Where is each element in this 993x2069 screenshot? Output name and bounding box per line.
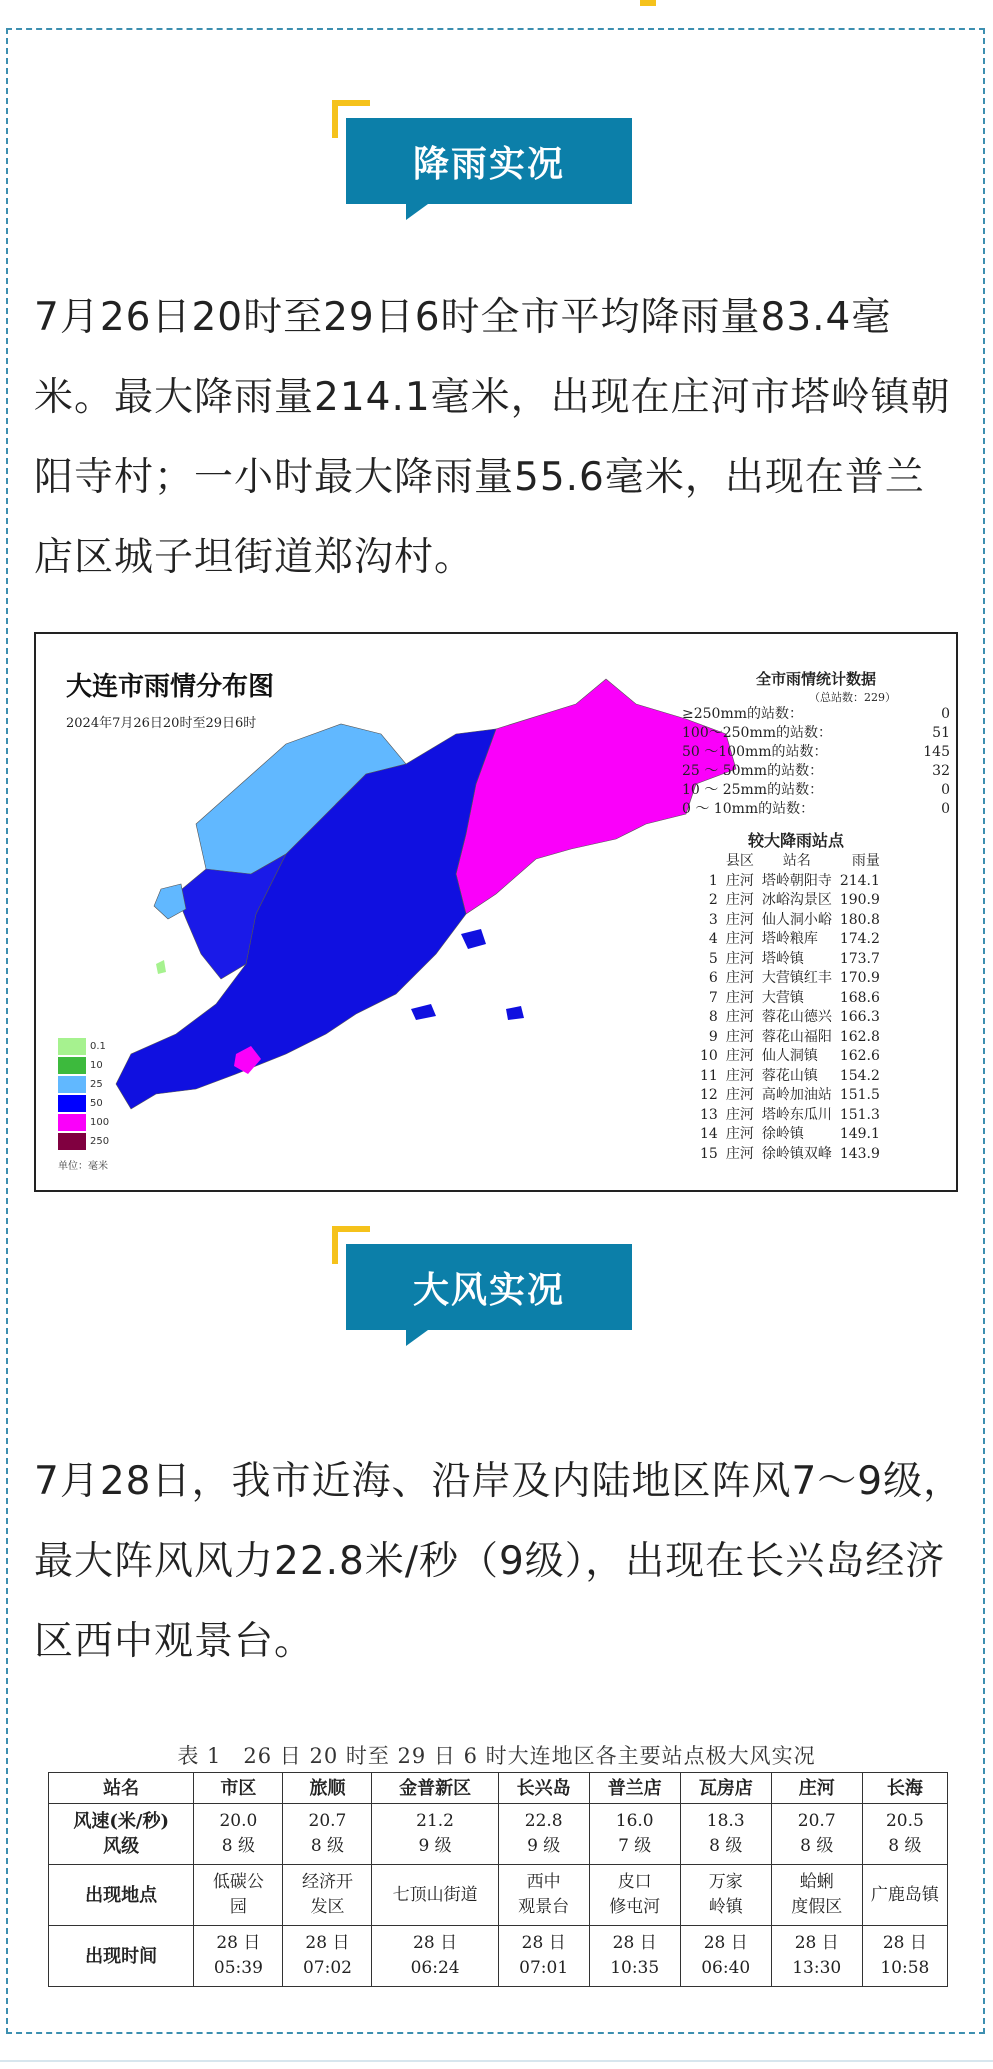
map-island bbox=[506, 1006, 524, 1020]
station-row bbox=[696, 911, 884, 931]
stats-row-value: 0 bbox=[941, 706, 950, 722]
station-amount: 168.6 bbox=[839, 989, 880, 1006]
station-rank: 11 bbox=[700, 1067, 718, 1084]
wind-speed-value: 21.2 9 级 bbox=[372, 1804, 498, 1865]
wind-place-value: 蛤蜊 度假区 bbox=[771, 1865, 862, 1926]
wind-speed-value: 22.8 9 级 bbox=[498, 1804, 589, 1865]
legend-unit: 单位：毫米 bbox=[58, 1161, 108, 1172]
stats-row-label: ≥250mm的站数： bbox=[682, 706, 804, 722]
station-county: 庄河 bbox=[725, 970, 754, 986]
stations-header-name: 站名 bbox=[782, 853, 811, 869]
stations-panel bbox=[696, 828, 964, 1164]
map-island bbox=[461, 929, 486, 949]
station-rank: 15 bbox=[700, 1145, 718, 1162]
legend-row bbox=[58, 1075, 109, 1094]
station-county: 庄河 bbox=[725, 1145, 754, 1162]
station-county: 庄河 bbox=[725, 1048, 754, 1064]
wind-header-label: 站名 bbox=[49, 1773, 194, 1804]
station-row bbox=[696, 969, 884, 989]
rain-stats-panel bbox=[682, 668, 950, 819]
rain-section-title: 降雨实况 bbox=[346, 118, 632, 204]
stats-total: （总站数：229） bbox=[809, 691, 896, 704]
wind-place-label: 出现地点 bbox=[49, 1865, 194, 1926]
stations-header-amount: 雨量 bbox=[851, 853, 880, 869]
wind-time-value: 28 日 10:58 bbox=[862, 1926, 947, 1987]
station-name: 蓉花山福阳 bbox=[761, 1028, 832, 1045]
station-amount: 162.8 bbox=[839, 1028, 880, 1045]
legend-row bbox=[58, 1132, 109, 1151]
wind-place-row bbox=[49, 1865, 948, 1926]
rain-summary-text: 7月26日20时至29日6时全市平均降雨量83.4毫米。最大降雨量214.1毫米，出现在庄河市塔岭镇朝阳寺村；一小时最大降雨量55.6毫米，出现在普兰店区城子坦街道郑沟村。 bbox=[34, 295, 951, 580]
legend-label: 50 bbox=[90, 1098, 103, 1109]
station-county: 庄河 bbox=[725, 1087, 754, 1103]
stats-row bbox=[682, 705, 950, 724]
station-name: 高岭加油站 bbox=[761, 1087, 832, 1103]
station-county: 庄河 bbox=[725, 1106, 754, 1123]
station-amount: 151.3 bbox=[839, 1106, 880, 1123]
station-rank: 1 bbox=[708, 872, 718, 889]
station-row bbox=[696, 891, 884, 911]
station-amount: 151.5 bbox=[839, 1087, 880, 1103]
legend-swatch bbox=[58, 1076, 86, 1093]
station-county: 庄河 bbox=[725, 872, 754, 889]
station-row bbox=[696, 872, 884, 892]
station-rank: 13 bbox=[700, 1106, 718, 1123]
wind-table-caption: 表 1 26 日 20 时至 29 日 6 时大连地区各主要站点极大风实况 bbox=[177, 1744, 816, 1768]
station-county: 庄河 bbox=[725, 892, 754, 908]
station-name: 塔岭镇 bbox=[761, 950, 804, 967]
station-name: 大营镇 bbox=[761, 989, 804, 1006]
legend-swatch bbox=[58, 1133, 86, 1150]
wind-time-value: 28 日 10:35 bbox=[589, 1926, 680, 1987]
stations-header-county: 县区 bbox=[725, 853, 754, 869]
stats-row-label: 50 ～100mm的站数： bbox=[682, 744, 828, 760]
stats-row-label: 100～250mm的站数： bbox=[682, 725, 832, 741]
wind-speed-value: 16.0 7 级 bbox=[589, 1804, 680, 1865]
stats-row-label: 25 ～ 50mm的站数： bbox=[682, 763, 824, 779]
wind-time-label: 出现时间 bbox=[49, 1926, 194, 1987]
stats-title: 全市雨情统计数据 bbox=[755, 670, 876, 688]
wind-place-value: 西中 观景台 bbox=[498, 1865, 589, 1926]
station-name: 冰峪沟景区 bbox=[761, 892, 832, 908]
map-title: 大连市雨情分布图 bbox=[66, 672, 275, 702]
station-row bbox=[696, 1047, 884, 1067]
stats-row bbox=[682, 724, 950, 743]
station-name: 大营镇红丰 bbox=[761, 970, 832, 986]
wind-time-value: 28 日 07:02 bbox=[283, 1926, 372, 1987]
wind-time-row bbox=[49, 1926, 948, 1987]
station-rank: 14 bbox=[700, 1126, 718, 1142]
station-amount: 166.3 bbox=[839, 1009, 880, 1025]
header-pointer bbox=[406, 1330, 428, 1346]
stations-table bbox=[696, 852, 884, 1164]
wind-speed-value: 20.5 8 级 bbox=[862, 1804, 947, 1865]
station-rank: 3 bbox=[708, 911, 718, 928]
stats-row bbox=[682, 781, 950, 800]
station-amount: 170.9 bbox=[839, 970, 880, 986]
station-rank: 10 bbox=[700, 1048, 718, 1064]
top-accent-mark bbox=[640, 0, 656, 6]
stats-row bbox=[682, 762, 950, 781]
station-county: 庄河 bbox=[725, 911, 754, 928]
station-name: 仙人洞镇 bbox=[761, 1048, 818, 1064]
wind-station-name: 长兴岛 bbox=[498, 1773, 589, 1804]
legend-row bbox=[58, 1094, 109, 1113]
wind-table bbox=[48, 1772, 948, 1987]
station-rank: 4 bbox=[708, 931, 718, 947]
station-row bbox=[696, 1125, 884, 1145]
stats-row-value: 32 bbox=[932, 763, 950, 779]
wind-time-value: 28 日 05:39 bbox=[194, 1926, 283, 1987]
rain-section-header bbox=[332, 100, 634, 220]
wind-station-name: 瓦房店 bbox=[680, 1773, 771, 1804]
station-amount: 180.8 bbox=[839, 911, 880, 928]
wind-place-value: 万家 岭镇 bbox=[680, 1865, 771, 1926]
stats-row-value: 0 bbox=[941, 801, 950, 817]
station-row bbox=[696, 1067, 884, 1087]
station-name: 蓉花山德兴 bbox=[761, 1009, 832, 1025]
wind-speed-level-label: 风速(米/秒) 风级 bbox=[49, 1804, 194, 1865]
station-county: 庄河 bbox=[725, 931, 754, 947]
stats-row-value: 0 bbox=[941, 782, 950, 798]
station-name: 塔岭朝阳寺 bbox=[761, 872, 832, 889]
station-county: 庄河 bbox=[725, 1028, 754, 1045]
station-amount: 143.9 bbox=[839, 1145, 880, 1162]
stats-rows bbox=[682, 705, 950, 819]
station-name: 塔岭粮库 bbox=[761, 931, 818, 947]
station-row bbox=[696, 930, 884, 950]
legend-swatch bbox=[58, 1095, 86, 1112]
stations-header-blank bbox=[696, 852, 722, 872]
wind-place-value: 广鹿岛镇 bbox=[862, 1865, 947, 1926]
wind-station-name: 金普新区 bbox=[372, 1773, 498, 1804]
station-county: 庄河 bbox=[725, 1009, 754, 1025]
stats-row bbox=[682, 743, 950, 762]
map-island bbox=[411, 1004, 436, 1020]
wind-section-header bbox=[332, 1226, 634, 1346]
legend-swatch bbox=[58, 1038, 86, 1055]
legend-swatch bbox=[58, 1057, 86, 1074]
station-row bbox=[696, 1028, 884, 1048]
stats-row-label: 10 ～ 25mm的站数： bbox=[682, 782, 824, 798]
map-legend bbox=[58, 1037, 109, 1172]
station-county: 庄河 bbox=[725, 1067, 754, 1084]
station-county: 庄河 bbox=[725, 989, 754, 1006]
station-rank: 5 bbox=[708, 950, 718, 967]
wind-place-value: 七顶山街道 bbox=[372, 1865, 498, 1926]
station-row bbox=[696, 1145, 884, 1165]
station-amount: 173.7 bbox=[839, 950, 880, 967]
station-amount: 174.2 bbox=[839, 931, 880, 947]
header-pointer bbox=[406, 204, 428, 220]
station-rank: 2 bbox=[708, 892, 718, 908]
bottom-divider bbox=[0, 2060, 993, 2062]
station-rank: 6 bbox=[708, 970, 718, 986]
map-island bbox=[156, 960, 166, 974]
legend-swatch bbox=[58, 1114, 86, 1131]
station-name: 塔岭东瓜川 bbox=[761, 1106, 832, 1123]
map-date: 2024年7月26日20时至29日6时 bbox=[66, 716, 257, 731]
wind-station-name: 市区 bbox=[194, 1773, 283, 1804]
station-county: 庄河 bbox=[725, 950, 754, 967]
wind-time-value: 28 日 13:30 bbox=[771, 1926, 862, 1987]
stats-row bbox=[682, 800, 950, 819]
stats-row-value: 145 bbox=[923, 744, 950, 760]
legend-row bbox=[58, 1113, 109, 1132]
wind-station-name: 普兰店 bbox=[589, 1773, 680, 1804]
station-name: 蓉花山镇 bbox=[761, 1067, 818, 1084]
rain-distribution-map bbox=[34, 632, 958, 1192]
wind-station-name: 旅顺 bbox=[283, 1773, 372, 1804]
wind-summary-text: 7月28日，我市近海、沿岸及内陆地区阵风7～9级，最大阵风风力22.8米/秒（9级），出现在长兴岛经济区西中观景台。 bbox=[34, 1459, 964, 1664]
map-region-islet bbox=[154, 884, 186, 919]
station-row bbox=[696, 950, 884, 970]
station-row bbox=[696, 1008, 884, 1028]
station-name: 仙人洞小峪 bbox=[761, 911, 832, 928]
stats-row-value: 51 bbox=[932, 725, 950, 741]
legend-label: 100 bbox=[90, 1117, 110, 1128]
station-amount: 214.1 bbox=[839, 872, 880, 889]
wind-station-name: 长海 bbox=[862, 1773, 947, 1804]
legend-label: 250 bbox=[90, 1136, 110, 1147]
station-row bbox=[696, 989, 884, 1009]
legend-label: 25 bbox=[90, 1079, 103, 1090]
wind-time-value: 28 日 06:24 bbox=[372, 1926, 498, 1987]
wind-speed-value: 18.3 8 级 bbox=[680, 1804, 771, 1865]
station-rank: 7 bbox=[708, 989, 718, 1006]
legend-row bbox=[58, 1037, 109, 1056]
wind-time-value: 28 日 06:40 bbox=[680, 1926, 771, 1987]
wind-speed-value: 20.7 8 级 bbox=[283, 1804, 372, 1865]
station-amount: 162.6 bbox=[839, 1048, 880, 1064]
wind-speed-value: 20.0 8 级 bbox=[194, 1804, 283, 1865]
wind-place-value: 经济开 发区 bbox=[283, 1865, 372, 1926]
station-amount: 190.9 bbox=[839, 892, 880, 908]
legend-row bbox=[58, 1056, 109, 1075]
wind-section-title: 大风实况 bbox=[346, 1244, 632, 1330]
wind-header-row bbox=[49, 1773, 948, 1804]
station-amount: 154.2 bbox=[839, 1067, 880, 1084]
station-county: 庄河 bbox=[725, 1126, 754, 1142]
station-name: 徐岭镇双峰 bbox=[761, 1145, 832, 1162]
station-row bbox=[696, 1106, 884, 1126]
wind-station-name: 庄河 bbox=[771, 1773, 862, 1804]
legend-label: 0.1 bbox=[90, 1041, 106, 1052]
stations-title: 较大降雨站点 bbox=[748, 831, 845, 850]
station-rank: 9 bbox=[708, 1028, 718, 1045]
wind-place-value: 低碳公 园 bbox=[194, 1865, 283, 1926]
station-row bbox=[696, 1086, 884, 1106]
station-rank: 8 bbox=[708, 1009, 718, 1025]
station-rank: 12 bbox=[700, 1087, 718, 1103]
legend-label: 10 bbox=[90, 1060, 103, 1071]
station-name: 徐岭镇 bbox=[761, 1126, 804, 1142]
wind-time-value: 28 日 07:01 bbox=[498, 1926, 589, 1987]
wind-speed-row bbox=[49, 1804, 948, 1865]
wind-speed-value: 20.7 8 级 bbox=[771, 1804, 862, 1865]
stats-row-label: 0 ～ 10mm的站数： bbox=[682, 801, 815, 817]
wind-place-value: 皮口 修屯河 bbox=[589, 1865, 680, 1926]
station-amount: 149.1 bbox=[839, 1126, 880, 1142]
